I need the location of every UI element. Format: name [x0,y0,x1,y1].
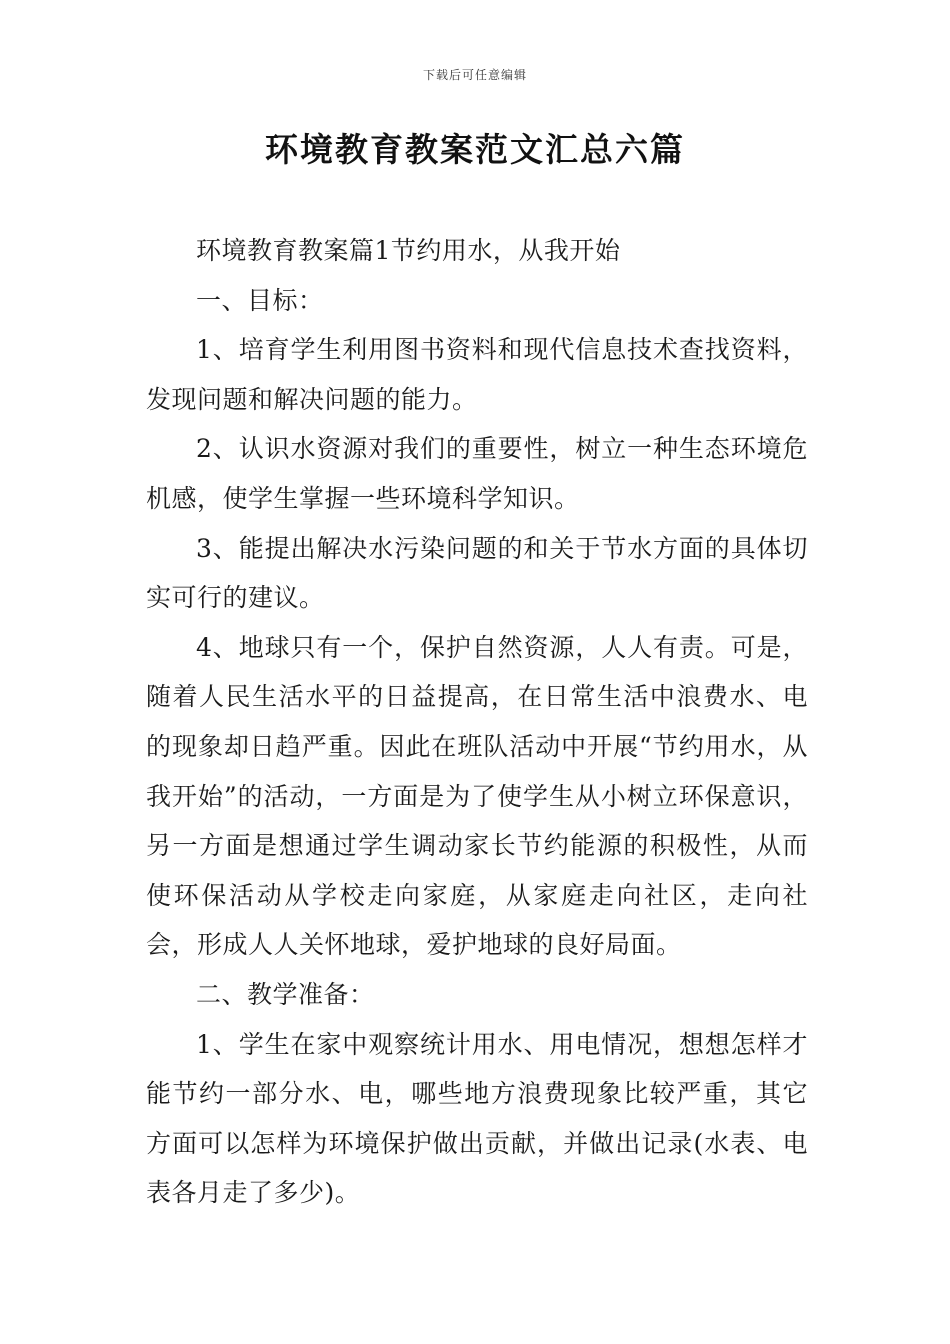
objective-1: 1、培育学生利用图书资料和现代信息技术查找资料，发现问题和解决问题的能力。 [146,335,808,414]
header-note: 下载后可任意编辑 [422,68,527,82]
objective-2: 2、认识水资源对我们的重要性，树立一种生态环境危机感，使学生掌握一些环境科学知识。 [146,434,808,513]
heading-objectives: 一、目标： [196,285,324,315]
objective-3: 3、能提出解决水污染问题的和关于节水方面的具体切实可行的建议。 [146,533,808,613]
preparation-1: 1、学生在家中观察统计用水、用电情况，想想怎样才能节约一部分水、电，哪些地方浪费现象比较严重，其它方面可以怎样为环境保护做出贡献，并做出记录(水表、电表各月走了多少)。 [146,1029,808,1208]
objective-4: 4、地球只有一个，保护自然资源，人人有责。可是，随着人民生活水平的日益提高，在日常生活中浪费水、电的现象却日趋严重。因此在班队活动中开展“节约用水，从我开始”的活动，一方面是为了使学生从小树立环保意识，另一方面是想通过学生调动家长节约能源的积极性，从而使环保活动从学校走向家庭，从家庭走向社区，走向社会，形成人人关怀地球，爱护地球的良好局面。 [146,632,808,960]
document-body [146,226,808,1218]
document-title: 环境教育教案范文汇总六篇 [265,130,685,169]
section-heading-lesson-1: 环境教育教案篇1节约用水，从我开始 [196,236,621,265]
heading-preparation: 二、教学准备： [196,979,375,1009]
